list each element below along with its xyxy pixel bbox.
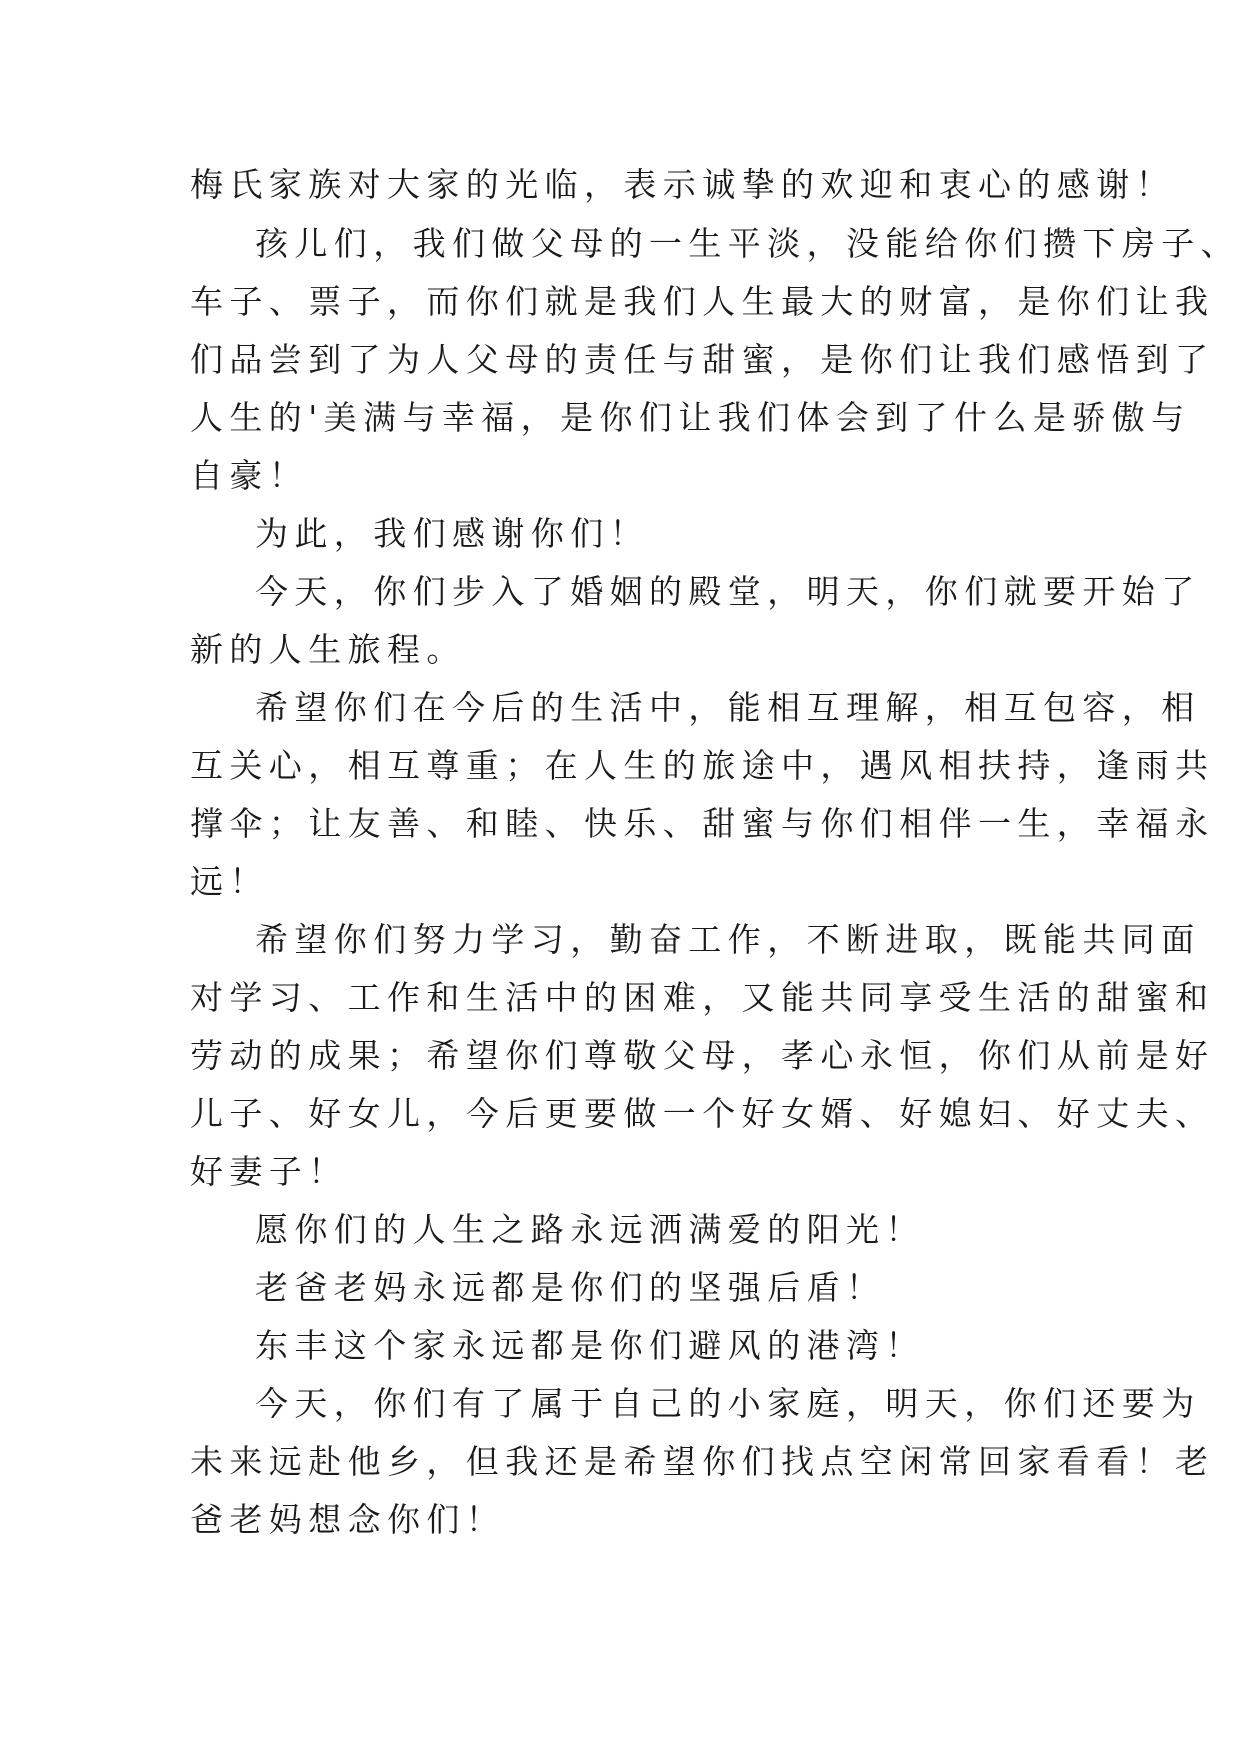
text-line: 未来远赴他乡，但我还是希望你们找点空闲常回家看看！老 xyxy=(190,1442,1215,1481)
text-line: 劳动的成果；希望你们尊敬父母，孝心永恒，你们从前是好 xyxy=(190,1036,1215,1075)
text-line: 儿子、好女儿，今后更要做一个好女婿、好媳妇、好丈夫、 xyxy=(190,1094,1215,1133)
text-line: 好妻子！ xyxy=(190,1152,348,1191)
paragraph-first-line: 今天，你们有了属于自己的小家庭，明天，你们还要为 xyxy=(255,1384,1201,1423)
paragraph-first-line: 希望你们在今后的生活中，能相互理解，相互包容，相 xyxy=(255,688,1201,727)
text-line: 梅氏家族对大家的光临，表示诚挚的欢迎和衷心的感谢！ xyxy=(190,165,1175,204)
paragraph-first-line: 今天，你们步入了婚姻的殿堂，明天，你们就要开始了 xyxy=(255,572,1201,611)
text-line: 撑伞；让友善、和睦、快乐、甜蜜与你们相伴一生，幸福永 xyxy=(190,804,1215,843)
text-line: 们品尝到了为人父母的责任与甜蜜，是你们让我们感悟到了 xyxy=(190,340,1215,379)
paragraph-first-line: 为此，我们感谢你们！ xyxy=(255,514,649,553)
text-line: 对学习、工作和生活中的困难，又能共同享受生活的甜蜜和 xyxy=(190,978,1215,1017)
text-line: 远！ xyxy=(190,862,269,901)
text-line: 车子、票子，而你们就是我们人生最大的财富，是你们让我 xyxy=(190,282,1215,321)
text-line: 爸老妈想念你们！ xyxy=(190,1500,506,1539)
text-line: 人生的'美满与幸福，是你们让我们体会到了什么是骄傲与 xyxy=(190,398,1191,437)
text-line: 互关心，相互尊重；在人生的旅途中，遇风相扶持，逢雨共 xyxy=(190,746,1215,785)
paragraph-first-line: 愿你们的人生之路永远洒满爱的阳光！ xyxy=(255,1210,925,1249)
paragraph-first-line: 希望你们努力学习，勤奋工作，不断进取，既能共同面 xyxy=(255,920,1201,959)
text-line: 新的人生旅程。 xyxy=(190,630,466,669)
paragraph-first-line: 孩儿们，我们做父母的一生平淡，没能给你们攒下房子、 xyxy=(255,224,1240,263)
text-line: 自豪！ xyxy=(190,456,309,495)
paragraph-first-line: 东丰这个家永远都是你们避风的港湾！ xyxy=(255,1326,925,1365)
paragraph-first-line: 老爸老妈永远都是你们的坚强后盾！ xyxy=(255,1268,886,1307)
